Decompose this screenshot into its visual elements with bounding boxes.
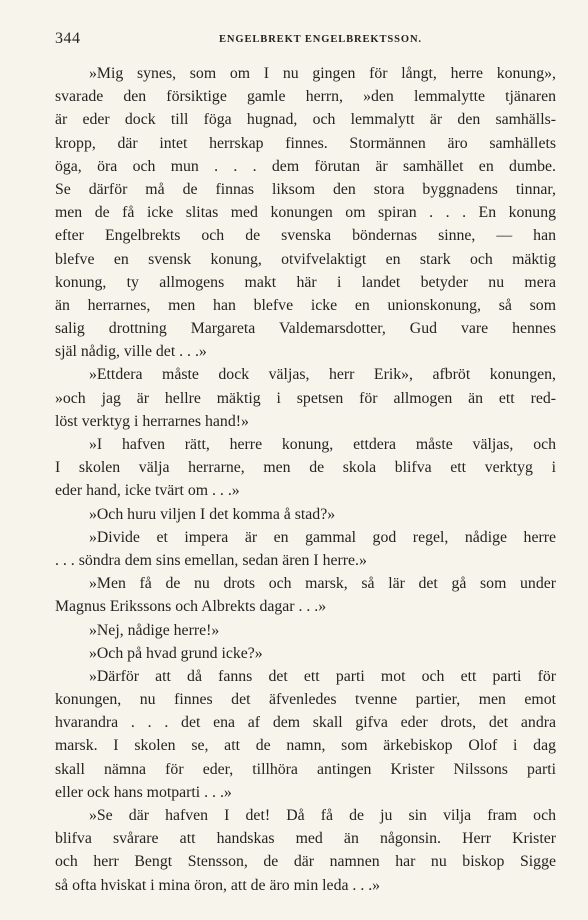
text-line: så ofta hviskat i mina öron, att de äro min leda . . .» <box>55 876 381 894</box>
text-line: »och jag är hellre mäktig i spetsen för allmogen än ett red- <box>55 389 556 407</box>
text-line: konungen, nu finnes det äfvenledes tvenne partier, men emot <box>55 691 556 709</box>
text-line: svarade den försiktige gamle herrn, »den lemmalytte tjänaren <box>55 88 556 106</box>
text-line: »Men få de nu drots och marsk, så lär det gå som under <box>89 575 556 593</box>
text-line: löst verktyg i herrarnes hand!» <box>55 412 249 430</box>
text-line: salig drottning Margareta Valdemarsdotter, Gud vare hennes <box>55 320 556 338</box>
text-line: Magnus Erikssons och Albrekts dagar . . .» <box>55 598 327 616</box>
text-line: »Därför att då fanns det ett parti mot och ett parti för <box>89 667 556 685</box>
text-line: marsk. I skolen se, att de namn, som ärkebiskop Olof i dag <box>55 737 556 755</box>
page-number: 344 <box>55 30 81 47</box>
text-line: är eder dock till föga hugnad, och lemmalytt är den samhälls- <box>55 111 556 129</box>
text-line: kropp, där intet herrskap finnes. Stormännen äro samhällets <box>55 134 556 152</box>
text-line: än herrarnes, men han blefve icke en unionskonung, så som <box>55 296 556 314</box>
text-line: men de få icke slitas med konungen om spiran . . . En konung <box>55 204 556 222</box>
text-line: I skolen välja herrarne, men de skola blifva ett verktyg i <box>55 459 556 477</box>
text-line: eller ock hans motparti . . .» <box>55 783 232 801</box>
page-header <box>55 30 556 52</box>
text-line: blefve en svensk konung, otvifvelaktigt en stark och mäktig <box>55 250 556 268</box>
text-line: konung, ty allmogens makt här i landet betyder nu mera <box>55 273 556 291</box>
text-line: efter Engelbrekts och de svenska böndernas sinne, — han <box>55 227 556 245</box>
text-line: »Divide et impera är en gammal god regel, nådige herre <box>89 528 556 546</box>
text-line: »Se där hafven I det! Då få de ju sin vilja fram och <box>89 807 556 824</box>
text-line: eder hand, icke tvärt om . . .» <box>55 482 240 500</box>
text-line: och herr Bengt Stensson, de där namnen har nu biskop Sigge <box>55 853 556 871</box>
text-line: »Mig synes, som om I nu gingen för långt, herre konung», <box>89 65 556 82</box>
body-text <box>55 62 556 897</box>
text-line: »Ettdera måste dock väljas, herr Erik», afbröt konungen, <box>89 366 556 384</box>
text-line: blifva svårare att handskas med än någonsin. Herr Krister <box>55 830 556 848</box>
text-line: öga, öra och mun . . . dem förutan är samhället en dumbe. <box>55 157 556 175</box>
text-line: Se därför må de finnas liksom den stora byggnadens tinnar, <box>55 180 556 198</box>
text-line: »I hafven rätt, herre konung, ettdera måste väljas, och <box>89 436 556 453</box>
text-line: själ nådig, ville det . . .» <box>55 343 207 361</box>
text-line: skall nämna för eder, tillhöra antingen Krister Nilssons parti <box>55 760 556 778</box>
text-line: hvarandra . . . det ena af dem skall gifva eder drots, det andra <box>55 714 556 732</box>
text-line: »Och huru viljen I det komma å stad?» <box>89 505 336 523</box>
running-title: ENGELBREKT ENGELBREKTSSON. <box>219 34 422 45</box>
text-line: »Nej, nådige herre!» <box>89 621 220 639</box>
text-line: »Och på hvad grund icke?» <box>89 644 263 662</box>
text-line: . . . söndra dem sins emellan, sedan ären I herre.» <box>55 551 367 569</box>
